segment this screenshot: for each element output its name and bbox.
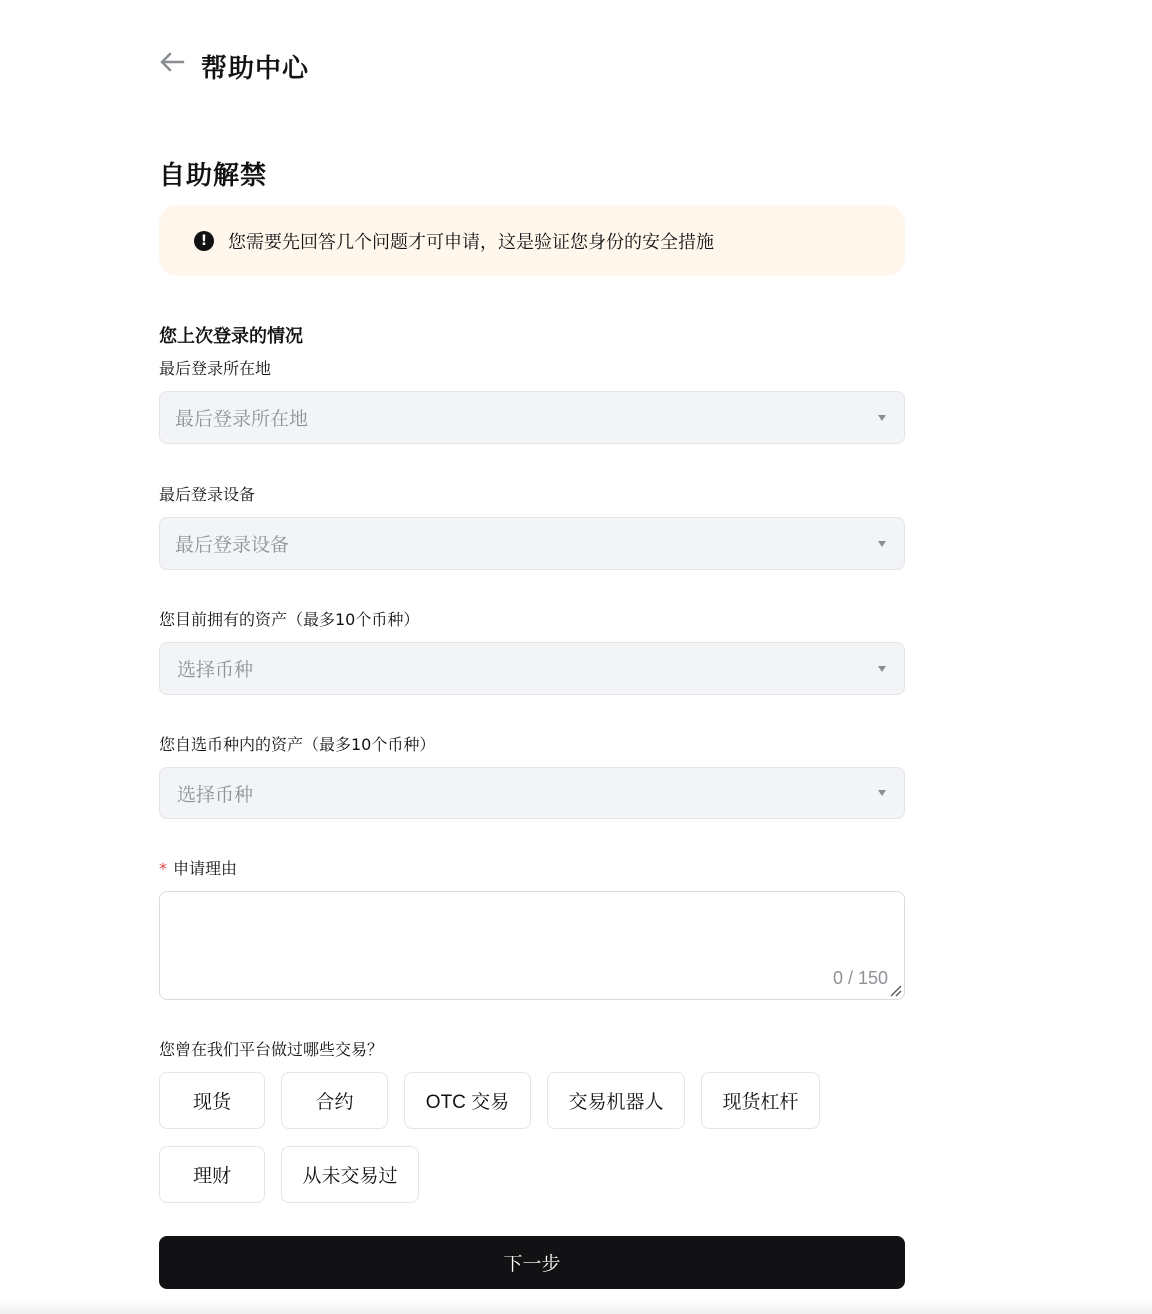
exclamation-circle-icon: ! [194,231,214,251]
last-device-select[interactable] [159,517,905,570]
required-mark: * [159,859,167,878]
caret-down-icon [878,541,886,547]
notice-text: 您需要先回答几个问题才可申请，这是验证您身份的安全措施 [228,231,714,253]
security-notice [159,205,905,276]
arrow-left-icon[interactable] [157,47,187,77]
page-title: 自助解禁 [159,161,268,191]
reason-label-text: 申请理由 [173,859,238,878]
trade-option-futures[interactable]: 合约 [281,1072,388,1129]
last-location-label: 最后登录所在地 [159,359,272,378]
caret-down-icon [878,415,886,421]
last-login-group-title: 您上次登录的情况 [159,326,303,347]
trades-label: 您曾在我们平台做过哪些交易？ [159,1040,384,1059]
reason-textarea[interactable] [160,892,904,999]
trade-option-earn[interactable]: 理财 [159,1146,265,1203]
watchlist-assets-select[interactable] [159,767,905,819]
page-header [159,44,309,88]
current-assets-select[interactable] [159,642,905,695]
last-device-placeholder: 最后登录设备 [175,534,290,556]
trade-option-never[interactable]: 从未交易过 [281,1146,419,1203]
last-location-select[interactable] [159,391,905,444]
caret-down-icon [878,790,886,796]
trade-option-spot[interactable]: 现货 [159,1072,265,1129]
trade-option-bot[interactable]: 交易机器人 [547,1072,685,1129]
next-button[interactable]: 下一步 [159,1236,905,1289]
trade-option-otc[interactable]: OTC 交易 [404,1072,531,1129]
watchlist-assets-label: 您自选币种内的资产（最多10个币种） [159,735,436,754]
reason-label [159,856,237,879]
current-assets-label: 您目前拥有的资产（最多10个币种） [159,610,420,629]
watchlist-assets-placeholder: 选择币种 [177,783,254,806]
last-device-label: 最后登录设备 [159,485,256,504]
resize-handle-icon[interactable] [888,983,902,997]
reason-textarea-wrapper [159,891,905,1000]
caret-down-icon [878,666,886,672]
header-title: 帮助中心 [201,53,310,84]
trade-option-margin[interactable]: 现货杠杆 [701,1072,820,1129]
last-location-placeholder: 最后登录所在地 [175,408,309,430]
current-assets-placeholder: 选择币种 [177,659,254,681]
char-counter: 0 / 150 [832,968,888,988]
bottom-edge [0,1300,1152,1314]
